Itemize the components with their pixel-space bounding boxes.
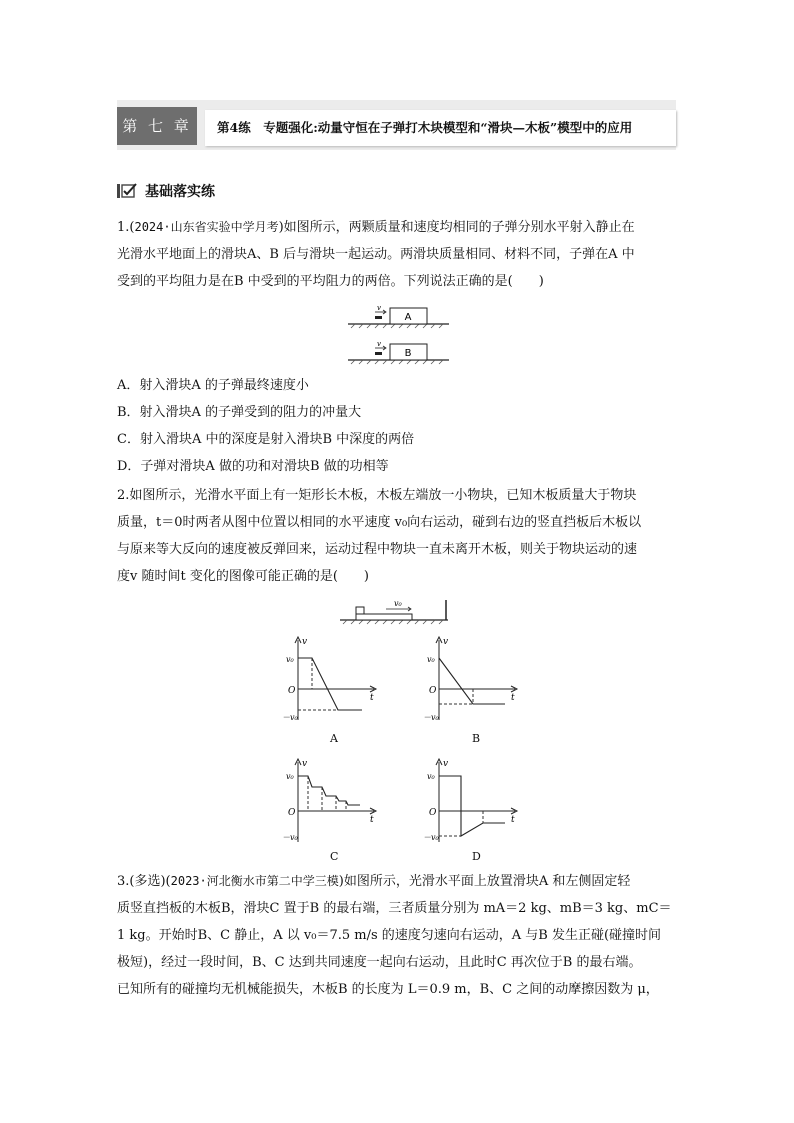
section-title: 基础落实练 <box>145 184 215 200</box>
graph-c-label[interactable]: C <box>330 850 339 863</box>
q1-option-a[interactable]: A．射入滑块A 的子弹最终速度小 <box>117 378 309 393</box>
svg-text:O: O <box>288 808 296 818</box>
checkbox-icon <box>117 183 139 199</box>
small-block <box>356 607 364 614</box>
svg-text:v₀: v₀ <box>286 772 294 781</box>
q3-line-1: 3.(多选)(2023·河北衡水市第二中学三模)如图所示，光滑水平面上放置滑块A 和左侧固定轻 <box>117 874 631 889</box>
svg-text:O: O <box>429 808 437 818</box>
svg-text:v₀: v₀ <box>427 772 435 781</box>
ground-b <box>348 360 449 364</box>
graph-a <box>284 634 384 726</box>
q2-fig-v0: v₀ <box>394 599 402 608</box>
svg-text:v: v <box>443 759 449 769</box>
bullet-a <box>375 316 382 319</box>
bullet-b <box>375 352 382 355</box>
q1-line-2: 光滑水平地面上的滑块A、B 后与滑块一起运动。两滑块质量相同、材料不同，子弹在A 中 <box>117 247 635 262</box>
q1-line-3: 受到的平均阻力是在B 中受到的平均阻力的两倍。下列说法正确的是( ) <box>117 274 544 289</box>
block-a-label: A <box>404 312 412 323</box>
q1-figure <box>345 302 455 368</box>
svg-text:v: v <box>443 637 449 647</box>
svg-text:v: v <box>302 637 308 647</box>
svg-text:t: t <box>511 693 515 703</box>
svg-text:v₀: v₀ <box>286 655 294 664</box>
lesson-title: 第4练 专题强化:动量守恒在子弹打木块模型和“滑块—木板”模型中的应用 <box>205 110 676 146</box>
q2-figure <box>338 596 458 626</box>
q3-line-4: 极短)，经过一段时间，B、C 达到共同速度一起向右运动，且此时C 再次位于B 的最右端。 <box>117 955 642 970</box>
svg-text:v₀: v₀ <box>427 655 435 664</box>
chapter-tab: 第 七 章 <box>117 107 197 145</box>
q3-line-3: 1 kg。开始时B、C 静止，A 以 v₀＝7.5 m/s 的速度匀速向右运动，A 与B 发生正碰(碰撞时间 <box>117 928 662 943</box>
graph-c <box>284 756 384 848</box>
q1-line-1: 1.(2024·山东省实验中学月考)如图所示，两颗质量和速度均相同的子弹分别水平射入静止在 <box>117 220 635 235</box>
q2-line-1: 2.如图所示，光滑水平面上有一矩形长木板，木板左端放一小物块，已知木板质量大于物块 <box>117 488 637 503</box>
svg-text:O: O <box>288 686 296 696</box>
ground-a <box>348 324 449 328</box>
graph-b <box>425 634 525 726</box>
long-board <box>356 614 412 620</box>
svg-text:t: t <box>370 693 374 703</box>
velocity-a-label: v <box>377 304 381 312</box>
block-b-label: B <box>404 348 412 359</box>
svg-text:－v₀: －v₀ <box>282 713 298 722</box>
svg-text:－v₀: －v₀ <box>423 833 439 842</box>
svg-text:t: t <box>511 815 515 825</box>
graph-b-label[interactable]: B <box>472 732 481 745</box>
q2-line-3: 与原来等大反向的速度被反弹回来，运动过程中物块一直未离开木板，则关于物块运动的速 <box>117 542 638 557</box>
graph-d <box>425 756 525 848</box>
svg-text:v: v <box>302 759 308 769</box>
graph-d-label[interactable]: D <box>472 850 481 863</box>
q3-line-5: 已知所有的碰撞均无机械能损失，木板B 的长度为 L＝0.9 m，B、C 之间的动摩擦因数为 μ， <box>117 982 659 997</box>
q3-line-2: 质竖直挡板的木板B，滑块C 置于B 的最右端，三者质量分别为 mA＝2 kg、mB＝3 kg、mC＝ <box>117 901 672 916</box>
q1-option-d[interactable]: D．子弹对滑块A 做的功和对滑块B 做的功相等 <box>117 459 389 474</box>
svg-text:O: O <box>429 686 437 696</box>
velocity-b-label: v <box>377 340 381 348</box>
svg-text:－v₀: －v₀ <box>423 713 439 722</box>
q1-option-c[interactable]: C．射入滑块A 中的深度是射入滑块B 中深度的两倍 <box>117 432 415 447</box>
q2-line-4: 度v 随时间t 变化的图像可能正确的是( ) <box>117 569 369 584</box>
svg-text:t: t <box>370 815 374 825</box>
graph-a-label[interactable]: A <box>330 732 338 745</box>
q2-line-2: 质量，t＝0时两者从图中位置以相同的水平速度 v₀向右运动，碰到右边的竖直挡板后木板以 <box>117 515 642 530</box>
svg-text:－v₀: －v₀ <box>282 833 298 842</box>
q1-option-b[interactable]: B．射入滑块A 的子弹受到的阻力的冲量大 <box>117 405 362 420</box>
